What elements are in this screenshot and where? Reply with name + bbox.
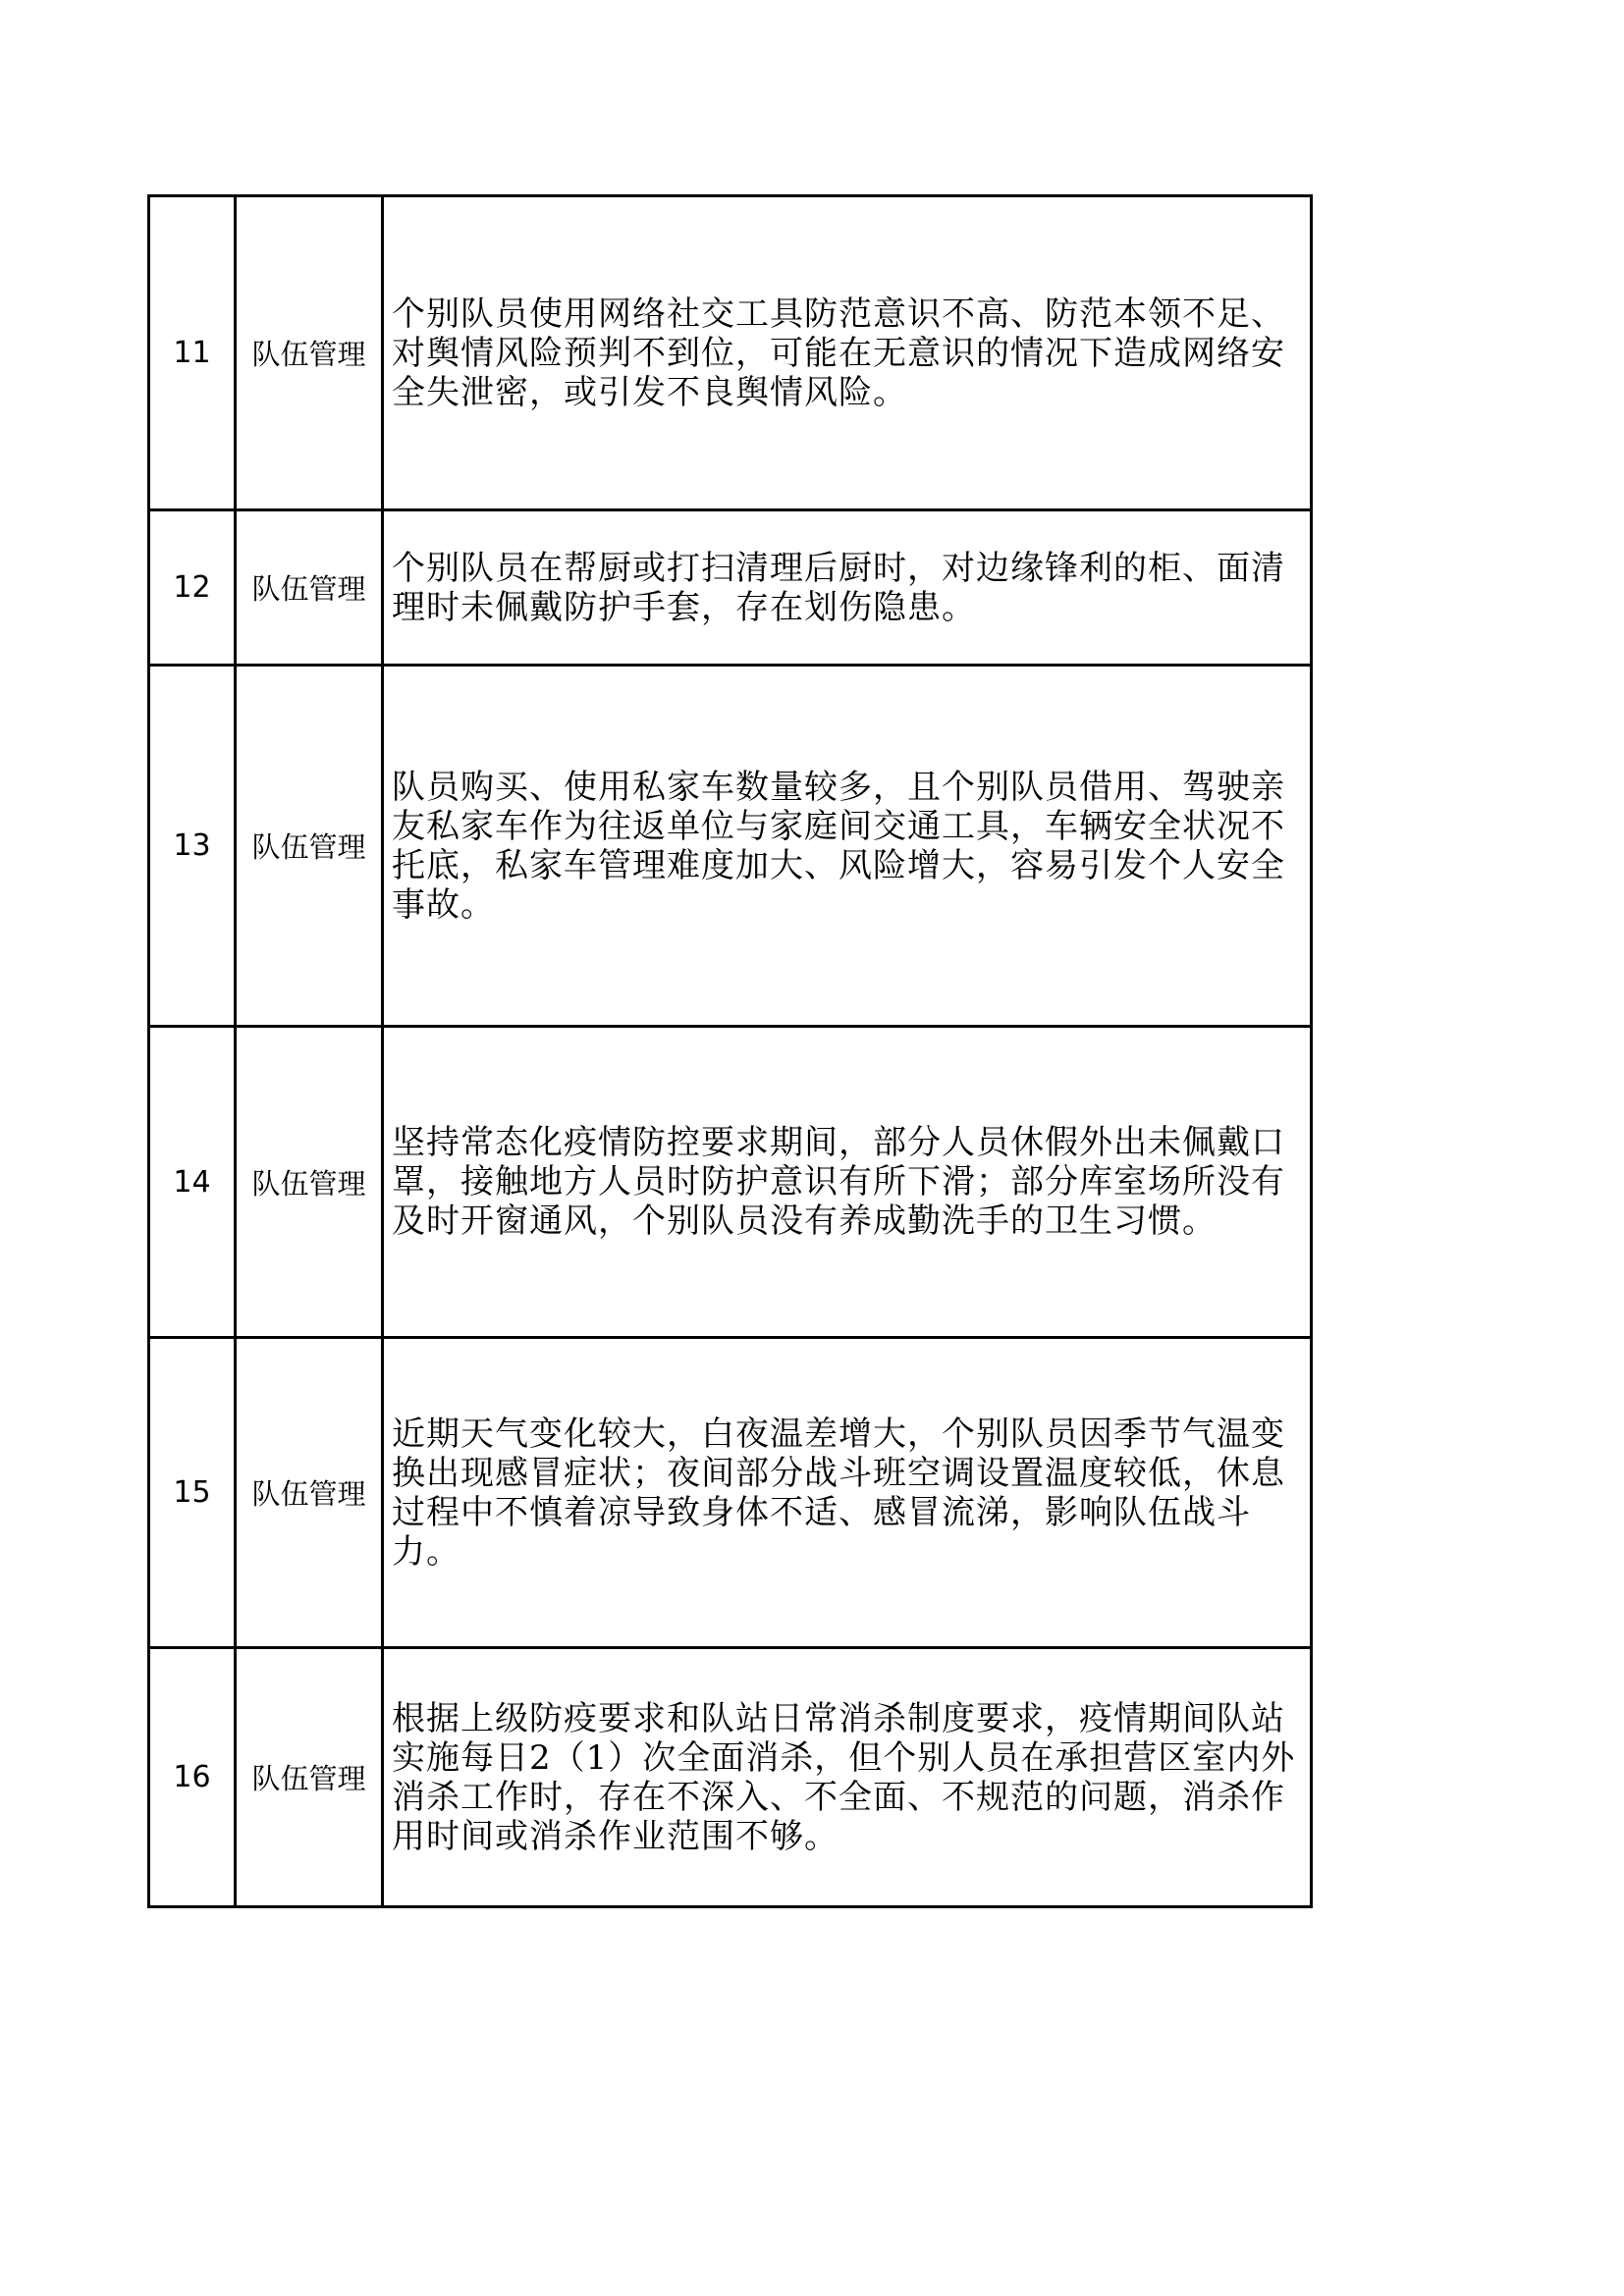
table-row <box>149 1338 1312 1648</box>
row-category: 队伍管理 <box>236 1027 383 1338</box>
row-category: 队伍管理 <box>236 1648 383 1907</box>
row-number: 15 <box>149 1338 236 1648</box>
row-number: 12 <box>149 510 236 666</box>
row-description: 个别队员在帮厨或打扫清理后厨时，对边缘锋利的柜、面清理时未佩戴防护手套，存在划伤隐患。 <box>383 510 1312 666</box>
row-number: 14 <box>149 1027 236 1338</box>
table-row <box>149 1027 1312 1338</box>
table-row <box>149 1648 1312 1907</box>
row-description: 队员购买、使用私家车数量较多，且个别队员借用、驾驶亲友私家车作为往返单位与家庭间交通工具，车辆安全状况不托底，私家车管理难度加大、风险增大，容易引发个人安全事故。 <box>383 666 1312 1027</box>
table-row <box>149 510 1312 666</box>
row-category: 队伍管理 <box>236 1338 383 1648</box>
row-description: 近期天气变化较大，白夜温差增大，个别队员因季节气温变换出现感冒症状；夜间部分战斗班空调设置温度较低，休息过程中不慎着凉导致身体不适、感冒流涕，影响队伍战斗力。 <box>383 1338 1312 1648</box>
row-description: 个别队员使用网络社交工具防范意识不高、防范本领不足、对舆情风险预判不到位，可能在无意识的情况下造成网络安全失泄密，或引发不良舆情风险。 <box>383 196 1312 510</box>
table-row <box>149 666 1312 1027</box>
row-description: 根据上级防疫要求和队站日常消杀制度要求，疫情期间队站实施每日2（1）次全面消杀，但个别人员在承担营区室内外消杀工作时，存在不深入、不全面、不规范的问题，消杀作用时间或消杀作业范围不够。 <box>383 1648 1312 1907</box>
row-category: 队伍管理 <box>236 666 383 1027</box>
row-category: 队伍管理 <box>236 196 383 510</box>
table-row <box>149 196 1312 510</box>
row-number: 11 <box>149 196 236 510</box>
row-number: 13 <box>149 666 236 1027</box>
row-category: 队伍管理 <box>236 510 383 666</box>
row-number: 16 <box>149 1648 236 1907</box>
risk-table <box>147 194 1313 1908</box>
row-description: 坚持常态化疫情防控要求期间，部分人员休假外出未佩戴口罩，接触地方人员时防护意识有所下滑；部分库室场所没有及时开窗通风，个别队员没有养成勤洗手的卫生习惯。 <box>383 1027 1312 1338</box>
